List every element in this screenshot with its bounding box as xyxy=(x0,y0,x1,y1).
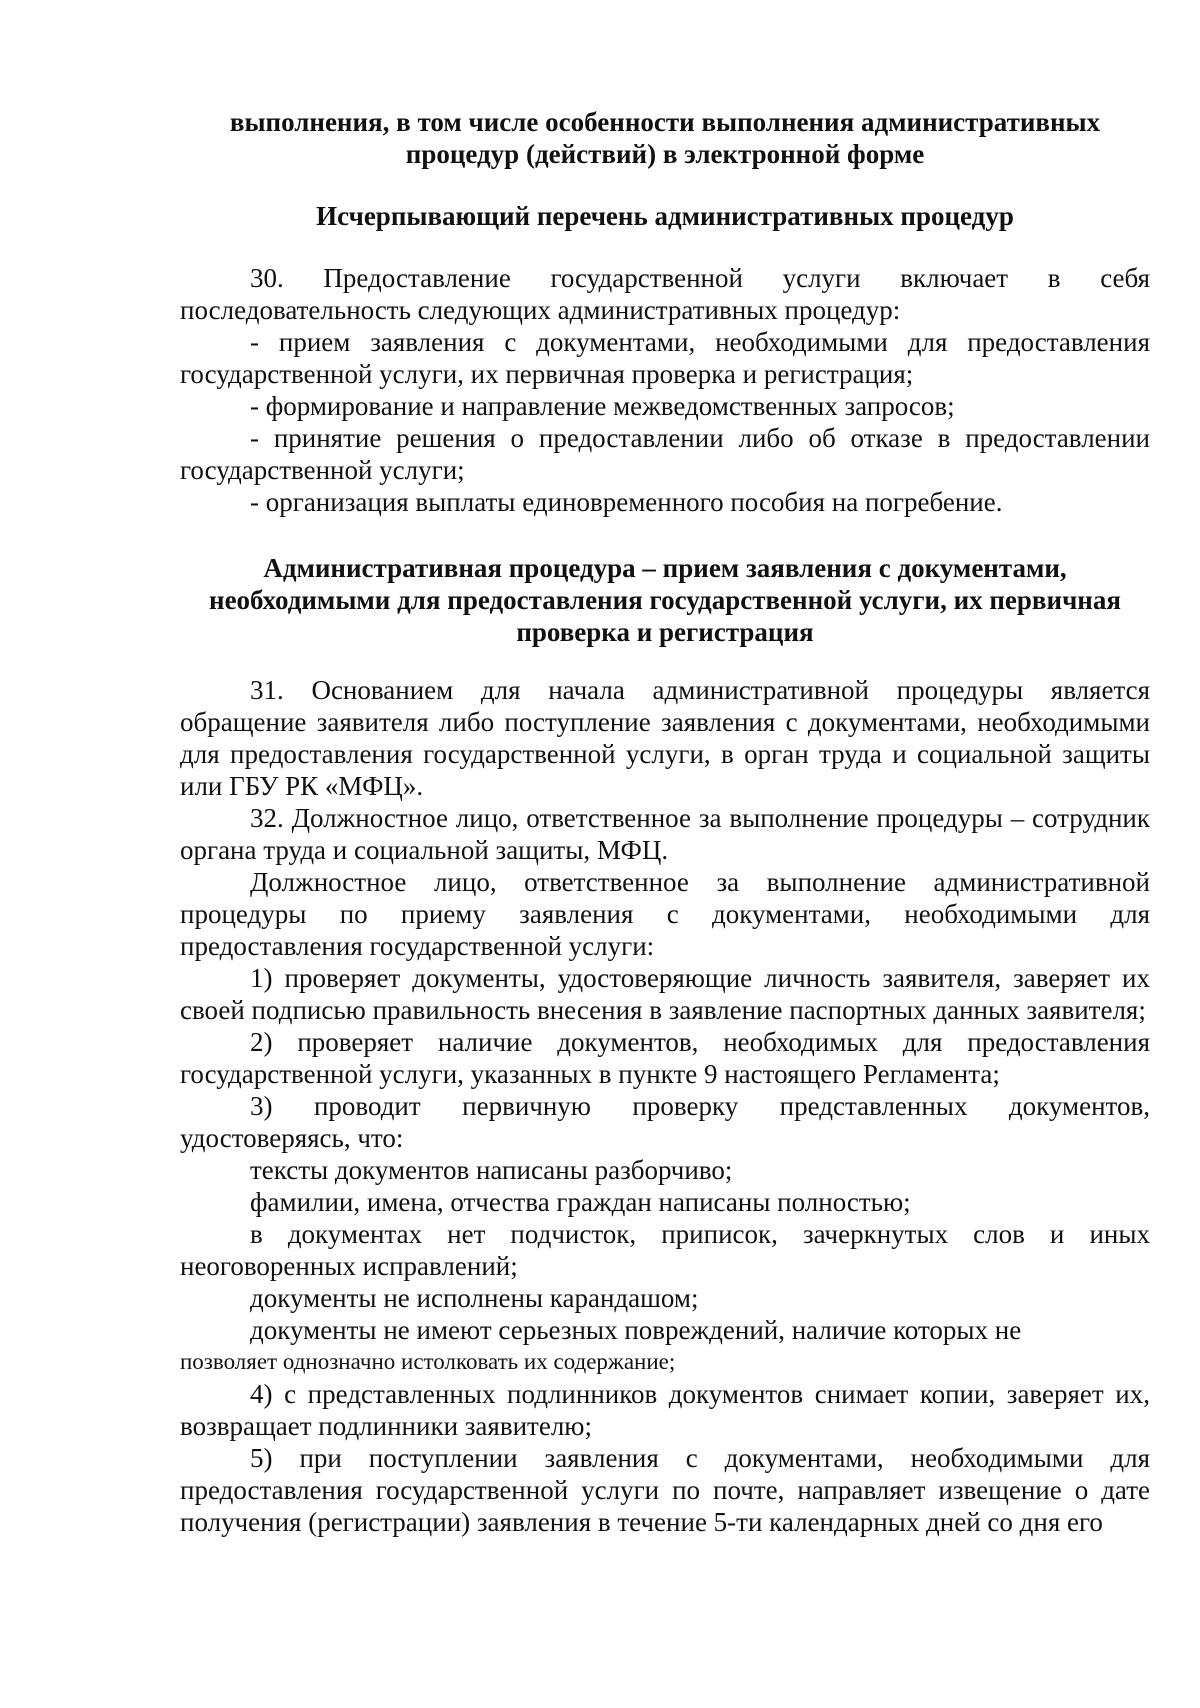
paragraph-32-responsible: Должностное лицо, ответственное за выполнение административной процедуры по приему заявления с документами, необходимыми для предоставления государственной услуги: xyxy=(180,867,1150,961)
subsection-heading: Исчерпывающий перечень административных процедур xyxy=(316,201,1014,231)
paragraph-31: 31. Основанием для начала административной процедуры является обращение заявителя либо поступление заявления с документами, необходимыми для предоставления государственной услуги, в орган труда и социальной защиты или ГБУ РК «МФЦ». xyxy=(180,675,1150,801)
check-item: тексты документов написаны разборчиво; xyxy=(250,1155,733,1185)
check-item: фамилии, имена, отчества граждан написаны полностью; xyxy=(250,1187,911,1217)
procedure-heading-line: Административная процедура – прием заявления с документами, xyxy=(263,553,1067,583)
list-item: - организация выплаты единовременного пособия на погребение. xyxy=(250,487,1003,517)
section-heading-line: процедур (действий) в электронной форме xyxy=(405,139,925,169)
procedure-heading-line: необходимыми для предоставления государственной услуги, их первичная xyxy=(209,585,1121,615)
check-item-continuation: позволяет однозначно истолковать их содержание; xyxy=(180,1349,676,1374)
paragraph-32: 32. Должностное лицо, ответственное за выполнение процедуры – сотрудник органа труда и социальной защиты, МФЦ. xyxy=(180,803,1150,865)
section-heading-line: выполнения, в том числе особенности выполнения административных xyxy=(229,107,1101,137)
section-heading xyxy=(180,106,1150,170)
list-item: - формирование и направление межведомственных запросов; xyxy=(250,391,955,421)
step-2: 2) проверяет наличие документов, необходимых для предоставления государственной услуги, указанных в пункте 9 настоящего Регламента; xyxy=(180,1027,1150,1089)
check-item: в документах нет подчисток, приписок, зачеркнутых слов и иных неоговоренных исправлений; xyxy=(180,1219,1150,1281)
procedure-heading-line: проверка и регистрация xyxy=(516,617,814,647)
step-5: 5) при поступлении заявления с документами, необходимыми для предоставления государственной услуги по почте, направляет извещение о дате получения (регистрации) заявления в течение 5-ти календарных дней со дня его xyxy=(180,1443,1150,1537)
check-item: документы не имеют серьезных повреждений, наличие которых не xyxy=(250,1315,1022,1345)
paragraph-30: 30. Предоставление государственной услуги включает в себя последовательность следующих административных процедур: xyxy=(180,263,1150,325)
step-4: 4) с представленных подлинников документов снимает копии, заверяет их, возвращает подлинники заявителю; xyxy=(180,1379,1150,1441)
procedure-heading xyxy=(180,552,1150,648)
document-body xyxy=(180,106,1150,1538)
list-item: - принятие решения о предоставлении либо об отказе в предоставлении государственной услуги; xyxy=(180,423,1150,485)
list-item: - прием заявления с документами, необходимыми для предоставления государственной услуги, их первичная проверка и регистрация; xyxy=(180,327,1150,389)
step-3: 3) проводит первичную проверку представленных документов, удостоверяясь, что: xyxy=(180,1091,1150,1153)
step-1: 1) проверяет документы, удостоверяющие личность заявителя, заверяет их своей подписью правильность внесения в заявление паспортных данных заявителя; xyxy=(180,963,1150,1025)
check-item: документы не исполнены карандашом; xyxy=(250,1283,699,1313)
